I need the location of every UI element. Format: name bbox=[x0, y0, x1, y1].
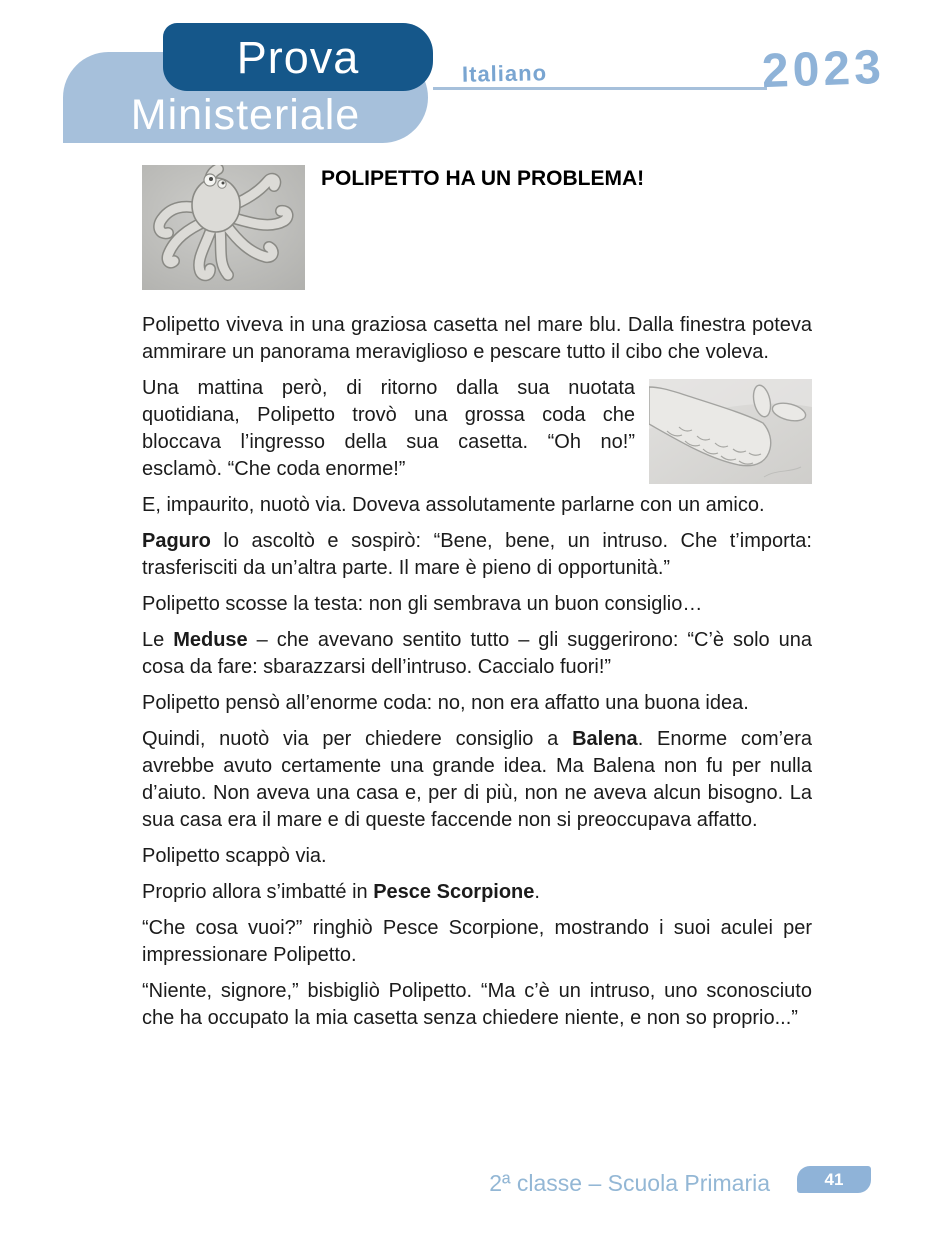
page-number-badge: 41 bbox=[797, 1166, 871, 1193]
character-name: Paguro bbox=[142, 530, 211, 552]
logo-line2: Ministeriale bbox=[130, 91, 361, 139]
paragraph bbox=[142, 690, 812, 717]
subject-label: Italiano bbox=[461, 60, 548, 87]
paragraph-text: Le bbox=[142, 629, 174, 651]
paragraph-text: lo ascoltò e sospirò: “Bene, bene, un intruso. Che t’importa: trasferisciti da un’altra parte. Il mare è pieno di opportunità.” bbox=[142, 530, 812, 579]
paragraph bbox=[142, 312, 812, 366]
paragraph-text: . Enorme com’era avrebbe avuto certamente una grande idea. Ma Balena non fu per nulla d’aiuto. Non aveva una casa e, per di più, non ne aveva alcun bisogno. La sua casa era il mare e di queste faccende non si preoccupava affatto. bbox=[142, 728, 812, 831]
paragraph-text: “Niente, signore,” bisbigliò Polipetto. “Ma c’è un intruso, uno sconosciuto che ha occupato la mia casetta senza chiedere niente, e non so proprio...” bbox=[142, 980, 812, 1029]
octopus-image bbox=[142, 165, 305, 290]
logo-prova-box bbox=[163, 23, 433, 91]
paragraph-text: Quindi, nuotò via per chiedere consiglio a bbox=[142, 728, 573, 750]
header-rule bbox=[433, 87, 767, 90]
footer-class-label: 2ª classe – Scuola Primaria bbox=[489, 1170, 770, 1196]
paragraph bbox=[142, 528, 812, 582]
paragraph bbox=[142, 843, 812, 870]
paragraph bbox=[142, 492, 812, 519]
logo-line1: Prova bbox=[236, 31, 360, 83]
reading-passage bbox=[142, 163, 812, 1041]
paragraph-text: Polipetto scosse la testa: non gli sembrava un buon consiglio… bbox=[142, 593, 703, 615]
paragraph-text: Polipetto scappò via. bbox=[142, 845, 327, 867]
paragraph bbox=[142, 879, 812, 906]
paragraph bbox=[142, 627, 812, 681]
paragraph bbox=[142, 726, 812, 834]
character-name: Pesce Scorpione bbox=[373, 881, 535, 903]
paragraph bbox=[142, 591, 812, 618]
paragraph-text: E, impaurito, nuotò via. Doveva assolutamente parlarne con un amico. bbox=[142, 494, 765, 516]
year-label: 2023 bbox=[761, 40, 886, 99]
character-name: Balena bbox=[572, 728, 638, 750]
paragraph-with-image bbox=[142, 375, 812, 483]
paragraph bbox=[142, 978, 812, 1032]
paragraph-text: Polipetto viveva in una graziosa casetta nel mare blu. Dalla finestra poteva ammirare un panorama meraviglioso e pescare tutto il cibo che voleva. bbox=[142, 314, 812, 363]
character-name: Meduse bbox=[173, 629, 248, 651]
paragraph bbox=[142, 915, 812, 969]
paragraph-text: – che avevano sentito tutto – gli suggerirono: “C’è solo una cosa da fare: sbarazzarsi dell’intruso. Caccialo fuori!” bbox=[142, 629, 812, 678]
fish-tail-image bbox=[649, 379, 812, 484]
passage-intro bbox=[142, 163, 812, 192]
paragraph-text: Una mattina però, di ritorno dalla sua nuotata quotidiana, Polipetto trovò una grossa coda che bloccava l’ingresso della sua casetta. “Oh no!” esclamò. “Che coda enorme!” bbox=[142, 377, 635, 480]
paragraph-text: . bbox=[534, 881, 540, 903]
paragraph-text: “Che cosa vuoi?” ringhiò Pesce Scorpione, mostrando i suoi aculei per impressionare Polipetto. bbox=[142, 917, 812, 966]
paragraph-text: Polipetto pensò all’enorme coda: no, non era affatto una buona idea. bbox=[142, 692, 749, 714]
paragraph-text: Proprio allora s’imbatté in bbox=[142, 881, 374, 903]
passage-title: POLIPETTO HA UN PROBLEMA! bbox=[321, 167, 645, 190]
